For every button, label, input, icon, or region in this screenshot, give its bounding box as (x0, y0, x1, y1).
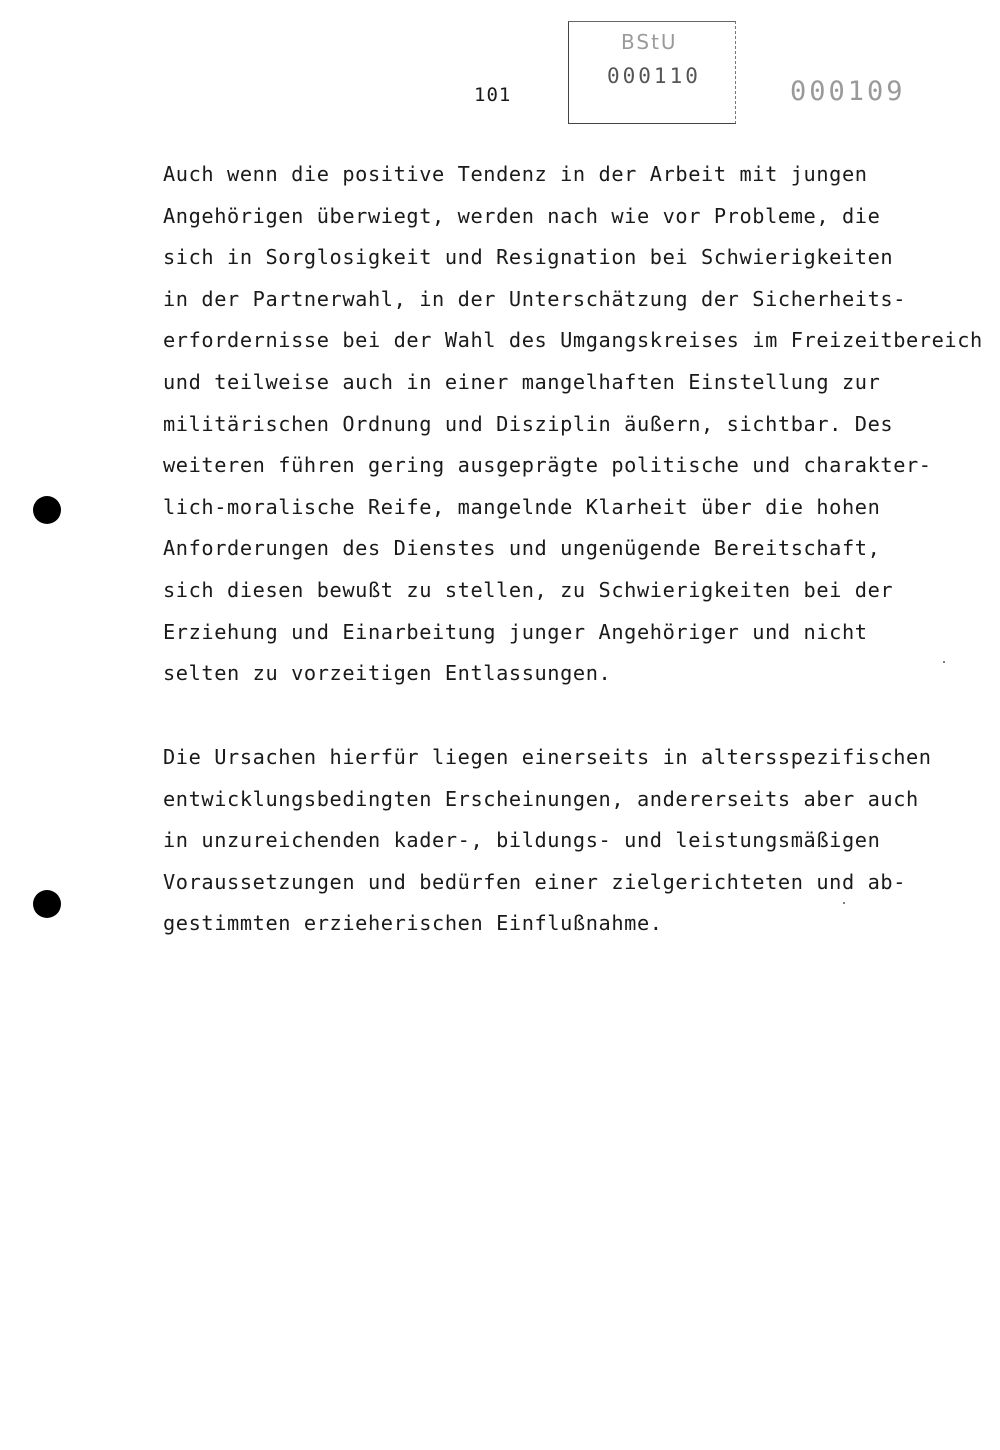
text-line: Angehörigen überwiegt, werden nach wie vor Probleme, die (163, 203, 881, 228)
text-line: selten zu vorzeitigen Entlassungen. (163, 661, 612, 686)
text-line: sich diesen bewußt zu stellen, zu Schwierigkeiten bei der (163, 577, 894, 602)
text-line: und teilweise auch in einer mangelhaften Einstellung zur (163, 369, 881, 394)
punch-hole-icon (33, 496, 61, 524)
page-number: 101 (474, 84, 512, 106)
stamp-label: BStU (621, 30, 678, 54)
text-line: Anforderungen des Dienstes und ungenügende Bereitschaft, (163, 536, 881, 561)
text-line: Erziehung und Einarbeitung junger Angehöriger und nicht (163, 619, 868, 644)
text-line: Die Ursachen hierfür liegen einerseits in altersspezifischen (163, 745, 932, 769)
file-number: 000109 (790, 76, 906, 107)
text-line: Voraussetzungen und bedürfen einer zielgerichteten und ab- (163, 869, 906, 894)
text-line: Auch wenn die positive Tendenz in der Arbeit mit jungen (163, 162, 868, 186)
archive-stamp (568, 21, 736, 124)
text-line: gestimmten erzieherischen Einflußnahme. (163, 911, 663, 936)
scan-speck (843, 902, 845, 904)
punch-hole-icon (33, 890, 61, 918)
paragraph (163, 737, 973, 945)
text-line: in unzureichenden kader-, bildungs- und leistungsmäßigen (163, 828, 881, 853)
stamp-number: 000110 (607, 64, 701, 88)
scan-speck (943, 661, 945, 663)
paragraph (163, 154, 983, 695)
text-line: erfordernisse bei der Wahl des Umgangskreises im Freizeitbereich (163, 328, 983, 353)
text-line: weiteren führen gering ausgeprägte politische und charakter- (163, 453, 932, 478)
text-line: entwicklungsbedingten Erscheinungen, andererseits aber auch (163, 786, 919, 811)
text-line: lich-moralische Reife, mangelnde Klarheit über die hohen (163, 494, 881, 519)
text-line: sich in Sorglosigkeit und Resignation bei Schwierigkeiten (163, 245, 894, 270)
text-line: militärischen Ordnung und Disziplin äußern, sichtbar. Des (163, 411, 894, 436)
text-line: in der Partnerwahl, in der Unterschätzung der Sicherheits- (163, 286, 906, 311)
